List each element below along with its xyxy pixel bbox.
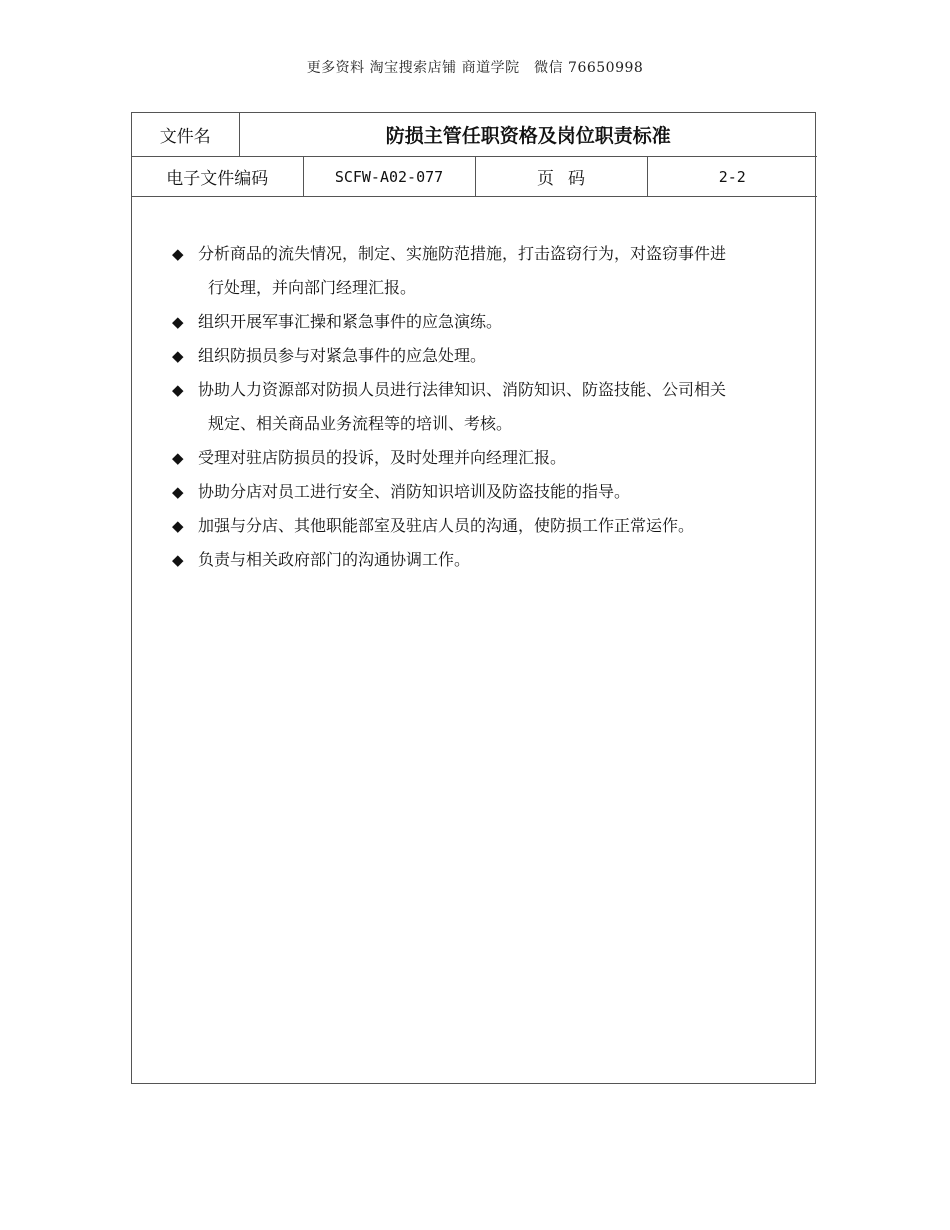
duty-text bbox=[198, 441, 804, 475]
duty-line: 协助人力资源部对防损人员进行法律知识、消防知识、防盗技能、公司相关 bbox=[198, 380, 727, 399]
duty-item bbox=[172, 373, 804, 441]
duty-line: 加强与分店、其他职能部室及驻店人员的沟通，使防损工作正常运作。 bbox=[198, 516, 695, 535]
duty-item bbox=[172, 475, 804, 509]
duty-line: 规定、相关商品业务流程等的培训、考核。 bbox=[208, 414, 513, 433]
title-row bbox=[132, 113, 817, 157]
duty-item bbox=[172, 441, 804, 475]
duty-text bbox=[198, 237, 804, 305]
black-diamond-icon: ◆ bbox=[172, 347, 184, 365]
code-value: SCFW-A02-077 bbox=[303, 157, 475, 197]
header-note: 更多资料 淘宝搜索店铺 商道学院 微信 76650998 bbox=[306, 60, 644, 76]
black-diamond-icon: ◆ bbox=[172, 449, 184, 467]
duty-text bbox=[198, 509, 804, 543]
duty-item bbox=[172, 339, 804, 373]
document-frame bbox=[131, 112, 816, 1084]
duty-item bbox=[172, 543, 804, 577]
duty-text bbox=[198, 373, 804, 441]
duty-line: 分析商品的流失情况，制定、实施防范措施，打击盗窃行为，对盗窃事件进 bbox=[198, 244, 727, 263]
file-name-label: 文件名 bbox=[132, 113, 239, 157]
duty-line: 负责与相关政府部门的沟通协调工作。 bbox=[198, 550, 471, 569]
meta-table bbox=[132, 113, 817, 197]
duty-line: 受理对驻店防损员的投诉，及时处理并向经理汇报。 bbox=[198, 448, 567, 467]
duty-line: 协助分店对员工进行安全、消防知识培训及防盗技能的指导。 bbox=[198, 482, 631, 501]
duty-item bbox=[172, 509, 804, 543]
duty-item bbox=[172, 237, 804, 305]
page-label: 页码 bbox=[475, 157, 647, 197]
file-title: 防损主管任职资格及岗位职责标准 bbox=[239, 113, 817, 157]
duty-list bbox=[172, 237, 804, 577]
duty-item bbox=[172, 305, 804, 339]
duty-text bbox=[198, 305, 804, 339]
black-diamond-icon: ◆ bbox=[172, 551, 184, 569]
code-row bbox=[132, 157, 817, 197]
page-value: 2-2 bbox=[647, 157, 817, 197]
black-diamond-icon: ◆ bbox=[172, 313, 184, 331]
black-diamond-icon: ◆ bbox=[172, 483, 184, 501]
duty-line: 组织防损员参与对紧急事件的应急处理。 bbox=[198, 346, 487, 365]
black-diamond-icon: ◆ bbox=[172, 381, 184, 399]
duty-text bbox=[198, 543, 804, 577]
duty-text bbox=[198, 475, 804, 509]
black-diamond-icon: ◆ bbox=[172, 517, 184, 535]
code-label: 电子文件编码 bbox=[132, 157, 303, 197]
duty-line: 行处理，并向部门经理汇报。 bbox=[208, 278, 417, 297]
duty-text bbox=[198, 339, 804, 373]
black-diamond-icon: ◆ bbox=[172, 245, 184, 263]
duty-line: 组织开展军事汇操和紧急事件的应急演练。 bbox=[198, 312, 503, 331]
